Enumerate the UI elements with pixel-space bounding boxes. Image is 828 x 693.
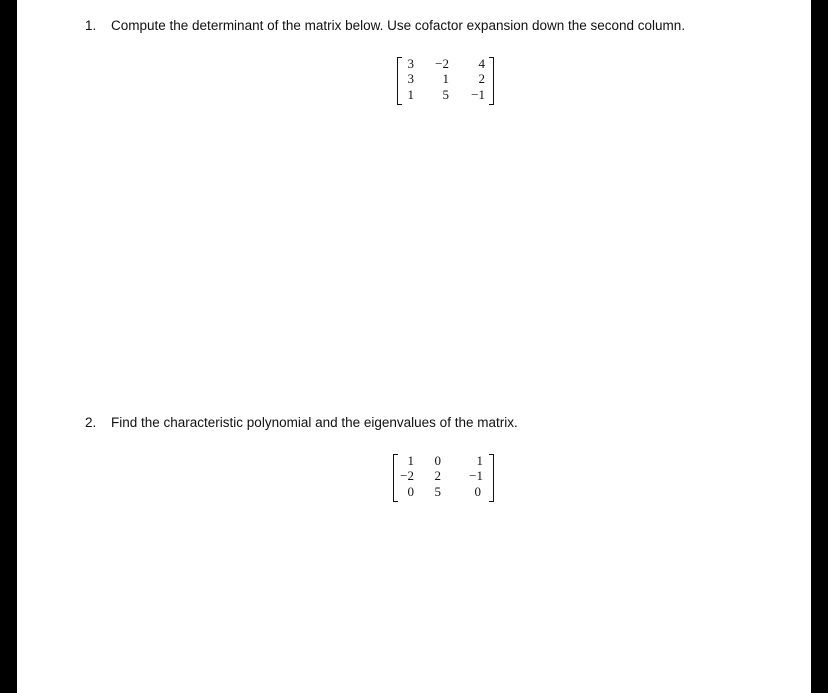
matrix-cell: 2 bbox=[478, 71, 485, 86]
matrix-cell: 4 bbox=[478, 56, 485, 71]
matrix-cell: 0 bbox=[407, 484, 414, 499]
matrix-cell: 3 bbox=[407, 71, 414, 86]
matrix-cell: 1 bbox=[442, 71, 449, 86]
question-1 bbox=[85, 18, 685, 33]
matrix-cell: −1 bbox=[469, 468, 483, 483]
matrix-2 bbox=[393, 454, 494, 500]
question-2-text: Find the characteristic polynomial and the eigenvalues of the matrix. bbox=[111, 415, 518, 430]
document-page bbox=[17, 0, 811, 693]
question-2 bbox=[85, 415, 518, 430]
question-1-text: Compute the determinant of the matrix below. Use cofactor expansion down the second column. bbox=[111, 18, 686, 33]
matrix-cell: 5 bbox=[442, 87, 449, 102]
matrix-cell: 2 bbox=[434, 468, 441, 483]
matrix-cell: 1 bbox=[407, 453, 414, 468]
matrix-cell: 3 bbox=[407, 56, 414, 71]
question-1-number: 1. bbox=[85, 18, 97, 33]
matrix-cell: −2 bbox=[435, 56, 449, 71]
question-2-number: 2. bbox=[85, 415, 97, 430]
matrix-cell: 0 bbox=[474, 484, 481, 499]
matrix-cell: 1 bbox=[476, 453, 483, 468]
matrix-cell: −1 bbox=[471, 87, 485, 102]
matrix-cell: 1 bbox=[407, 87, 414, 102]
matrix-cell: −2 bbox=[400, 468, 414, 483]
matrix-cell: 5 bbox=[434, 484, 441, 499]
matrix-1 bbox=[397, 57, 494, 103]
matrix-cell: 0 bbox=[434, 453, 441, 468]
